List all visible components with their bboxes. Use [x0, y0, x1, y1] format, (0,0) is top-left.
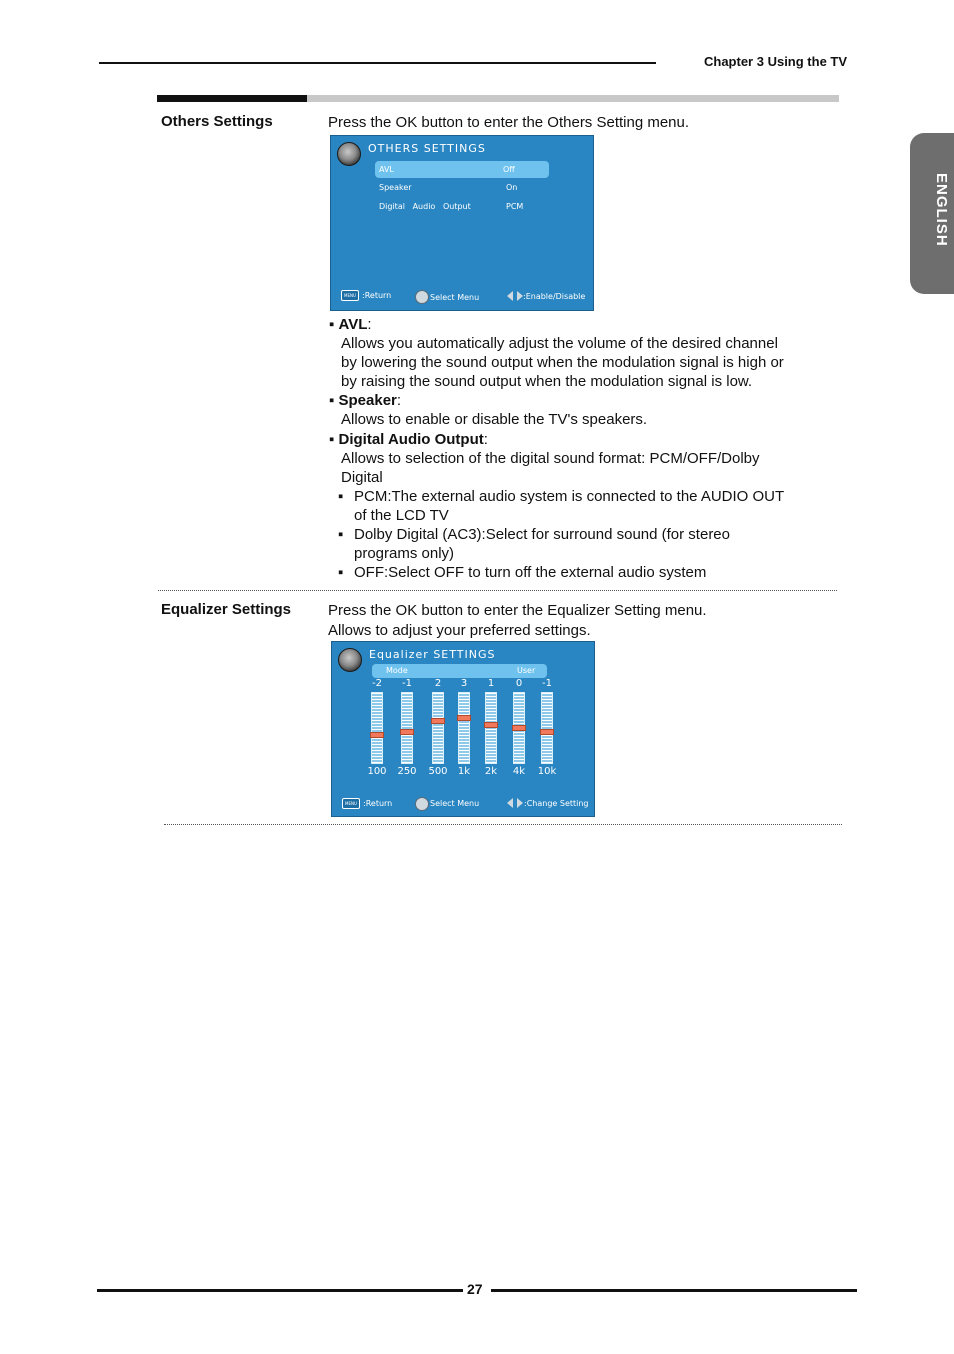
dao-pcm-2: of the LCD TV [354, 507, 449, 524]
section-divider [158, 590, 837, 591]
eq-band-value: 3 [460, 678, 468, 689]
section-divider [164, 824, 842, 825]
footer-change-setting: :Change Setting [524, 799, 589, 808]
dao-dolby-1: Dolby Digital (AC3):Select for surround sound (for stereo [354, 526, 730, 543]
eq-band-frequency: 10k [537, 766, 557, 777]
dao-text-2: Digital [341, 469, 383, 486]
highlight-row [375, 161, 549, 178]
menu-key-icon: MENU [341, 290, 359, 301]
footer-rule-right [491, 1289, 857, 1292]
page-number: 27 [467, 1281, 483, 1297]
eq-band-frequency: 1k [457, 766, 471, 777]
footer-return: :Return [363, 799, 393, 808]
dao-dolby-2: programs only) [354, 545, 455, 562]
footer-return: :Return [362, 291, 392, 300]
avl-text-3: by raising the sound output when the modulation signal is low. [341, 373, 753, 390]
section-bar-dark [157, 95, 307, 102]
others-intro: Press the OK button to enter the Others Setting menu. [328, 114, 690, 131]
left-right-arrows-icon [507, 798, 523, 808]
menu-key-icon: MENU [342, 798, 360, 809]
footer-select-menu: Select Menu [430, 799, 480, 808]
menu-item-avl-value[interactable]: Off [503, 165, 515, 174]
sub-bullet-marker: ▪ [338, 488, 344, 505]
footer-rule-left [97, 1289, 463, 1292]
eq-band-value: -1 [542, 678, 552, 689]
footer-select-menu: Select Menu [430, 293, 480, 302]
dao-text-1: Allows to selection of the digital sound format: PCM/OFF/Dolby [341, 450, 760, 467]
eq-band-knob[interactable] [370, 732, 384, 738]
dao-label: Digital Audio Output [338, 431, 484, 448]
equalizer-settings-heading: Equalizer Settings [161, 601, 292, 618]
eq-band-slider[interactable] [458, 692, 470, 764]
others-settings-screen [330, 135, 594, 311]
menu-item-speaker-value[interactable]: On [506, 183, 518, 192]
eq-band-knob[interactable] [540, 729, 554, 735]
menu-item-digital-audio-label[interactable]: Digital Audio Output [379, 202, 471, 211]
eq-band-frequency: 250 [397, 766, 417, 777]
screen-title: OTHERS SETTINGS [368, 142, 486, 155]
footer-enable-disable: :Enable/Disable [523, 292, 586, 301]
eq-band-frequency: 4k [512, 766, 526, 777]
speaker-bullet: ▪ Speaker: [329, 392, 402, 409]
eq-band-knob[interactable] [457, 715, 471, 721]
eq-band-slider[interactable] [371, 692, 383, 764]
eq-band-knob[interactable] [512, 725, 526, 731]
eq-band-value: 1 [487, 678, 495, 689]
select-menu-icon [415, 797, 429, 811]
sub-bullet-marker: ▪ [338, 526, 344, 543]
chapter-title: Chapter 3 Using the TV [704, 54, 848, 69]
eq-band-knob[interactable] [484, 722, 498, 728]
equalizer-settings-screen [331, 641, 595, 817]
speaker-label: Speaker [338, 392, 397, 409]
settings-knob-icon [338, 648, 362, 672]
eq-band-frequency: 100 [367, 766, 387, 777]
select-menu-icon [415, 290, 429, 304]
avl-label: AVL [338, 316, 368, 333]
eq-band-value: -1 [402, 678, 412, 689]
dao-pcm-1: PCM:The external audio system is connected to the AUDIO OUT [354, 488, 785, 505]
menu-item-avl-label[interactable]: AVL [379, 165, 394, 174]
eq-band-frequency: 500 [428, 766, 448, 777]
sub-bullet-marker: ▪ [338, 564, 344, 581]
avl-bullet: ▪ AVL: [329, 316, 372, 333]
eq-band-value: 0 [515, 678, 523, 689]
dao-off: OFF:Select OFF to turn off the external audio system [354, 564, 707, 581]
eq-band-slider[interactable] [432, 692, 444, 764]
speaker-text: Allows to enable or disable the TV's speakers. [341, 411, 648, 428]
avl-text-2: by lowering the sound output when the modulation signal is high or [341, 354, 784, 371]
dao-bullet: ▪ Digital Audio Output: [329, 431, 488, 448]
header-rule [99, 62, 656, 64]
mode-label[interactable]: Mode [386, 666, 408, 675]
section-bar-light [307, 95, 839, 102]
equalizer-intro-2: Allows to adjust your preferred settings. [328, 622, 591, 639]
settings-knob-icon [337, 142, 361, 166]
eq-band-frequency: 2k [484, 766, 498, 777]
eq-band-value: 2 [434, 678, 442, 689]
screen-title: Equalizer SETTINGS [369, 648, 496, 661]
menu-item-digital-audio-value[interactable]: PCM [506, 202, 524, 211]
mode-value[interactable]: User [517, 666, 536, 675]
eq-band-value: -2 [372, 678, 382, 689]
others-settings-heading: Others Settings [161, 113, 273, 130]
eq-band-slider[interactable] [485, 692, 497, 764]
language-tab-label: ENGLISH [933, 173, 950, 247]
left-right-arrows-icon [507, 291, 523, 301]
eq-band-knob[interactable] [400, 729, 414, 735]
equalizer-intro-1: Press the OK button to enter the Equalizer Setting menu. [328, 602, 707, 619]
menu-item-speaker-label[interactable]: Speaker [379, 183, 412, 192]
language-tab [910, 133, 954, 294]
eq-band-knob[interactable] [431, 718, 445, 724]
avl-text-1: Allows you automatically adjust the volume of the desired channel [341, 335, 778, 352]
